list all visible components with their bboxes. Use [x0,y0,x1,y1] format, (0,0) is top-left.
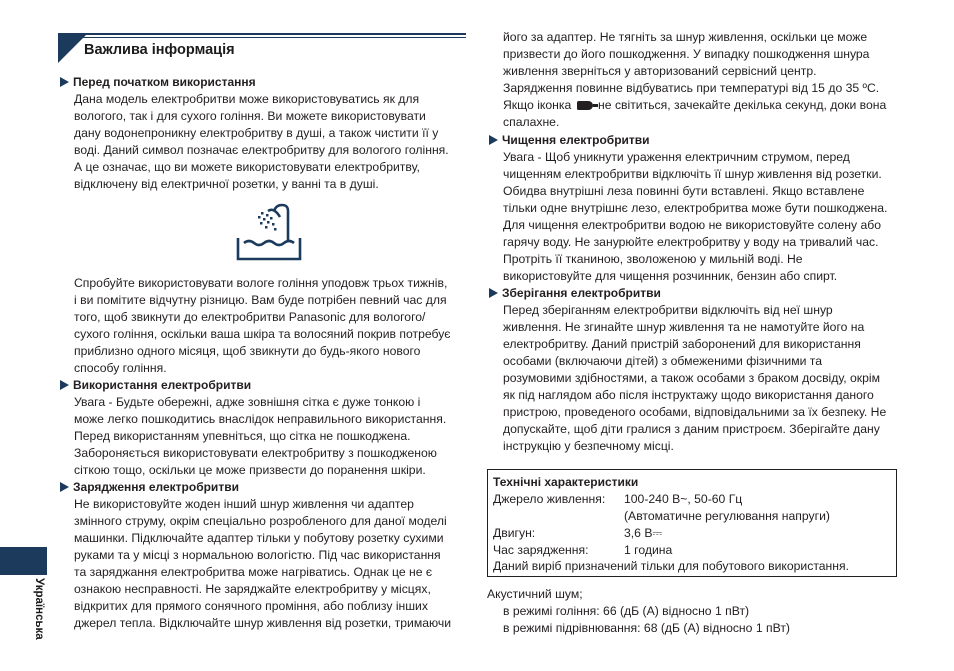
text-line: того, щоб звикнути до електробритви Panasonic для вологого/ [74,310,426,324]
spec-motor-label: Двигун: [493,526,536,540]
section-cleaning [503,132,887,285]
text-line: ознакою несправності. Не заряджайте електробритву у місцях, [74,582,431,596]
text-line: А це означає, що ви можете використовувати електробритву, [74,160,420,174]
text-line: Увага - Щоб уникнути ураження електричним струмом, перед [503,150,850,164]
text-line: Перед використанням упевніться, що сітка не пошкоджена. [74,429,411,443]
text-line: тільки одне внутрішнє лезо, електробритва може бути пошкоджена. [503,201,888,215]
text-line: відключену від електричної розетки, у ванні та в душі. [74,177,379,191]
specs-title: Технічні характеристики [493,475,639,489]
text-line: живлення зверніться у авторизований сервісний центр. [503,64,817,78]
text-line: та заряджання електробритва може нагріватись. Однак це не є [74,565,433,579]
text-line: Спробуйте використовувати вологе гоління уподовж трьох тижнів, [74,276,448,290]
noise-label: Акустичний шум; [487,587,583,601]
section-heading: Зберігання електробритви [489,285,886,302]
section-storage [503,285,886,455]
text-line: електробритву. Даний пристрій заборонений для використання [503,337,861,351]
text-line: використовуйте для чищення розчинник, бензин або спирт. [503,269,838,283]
text-line: відкритих для прямого сонячного проміння, або поблизу інших [74,599,428,613]
noise-trim: в режимі підрівнювання: 68 (дБ (А) відносно 1 пВт) [503,621,790,635]
text-line: Зарядження повинне відбуватись при температурі від 15 до 35 ºC. [503,81,880,95]
language-tab [0,547,47,575]
text-line: його за адаптер. Не тягніть за шнур живлення, оскільки це може [503,30,868,44]
text-line: призвести до його пошкодження. У випадку пошкодження шнура [503,47,870,61]
spec-motor-value: 3,6 В⎓ [624,526,663,540]
text-line: спалахне. [503,115,560,129]
section-before-use [74,74,449,193]
text-line: способу гоління. [74,361,167,375]
text-line: допускайте, щоб діти гралися з даним пристроєм. Зберігайте дану [503,422,880,436]
text-line: воді. Даний символ позначає електробритву для вологого гоління. [74,143,449,157]
text-line: як під наглядом або після інструктажу щодо використання даного [503,388,874,402]
text-line: Протріть її тканиною, зволоженою у мильній воді. Не [503,252,803,266]
section-heading: Перед початком використання [60,74,449,91]
text-line: особами (включаючи дітей) з обмеженими фізичними та [503,354,823,368]
text-line: Обидва внутрішні леза повинні бути вставлені. Якщо вставлене [503,184,865,198]
text-line: Перед зберіганням електробритви відключіть від неї шнур [503,303,833,317]
header-rule-thin [58,37,466,38]
spec-household-note: Даний виріб призначений тільки для побутового використання. [493,559,850,573]
text-line: і ви помітите відчутну різницю. Вам буде потрібен певний час для [74,293,447,307]
text-line: змінного струму, окрім спеціально розробленого для даної моделі [74,514,447,528]
shower-bath-icon [236,203,302,261]
language-label: Українська [33,578,45,640]
triangle-bullet-icon [60,482,69,492]
spec-power-note: (Автоматичне регулювання напруги) [624,509,830,523]
triangle-bullet-icon [60,77,69,87]
section-charging [74,479,451,632]
text-line: приблизно одного місяця, щоб звикнути до будь-якого нового [74,344,421,358]
text-line: Не використовуйте жоден інший шнур живлення чи адаптер [74,497,414,511]
section-heading: Використання електробритви [60,377,446,394]
text-line: Дана модель електробритви може використовуватись як для [74,92,420,106]
section-charging-continued [503,29,886,131]
text-line: пристрою, проведеного особами, відповідальними за їх безпеку. Не [503,405,887,419]
text-line: сіткою тощо, оскільки це може призвести до поранення шкіри. [74,463,426,477]
triangle-bullet-icon [489,135,498,145]
spec-charge-label: Час зарядження: [493,543,589,557]
section-heading: Зарядження електробритви [60,479,451,496]
text-line: машинки. Підключайте адаптер тільки у побутову розетку сухими [74,531,444,545]
page-title: Важлива інформація [84,42,235,58]
text-line: розумовими здібностями, а також особами з браком досвіду, окрім [503,371,880,385]
text-line: гарячу воду. Не занурюйте електробритву у воду на тривалий час. [503,235,879,249]
text-line: інструкцію у безпечному місці. [503,439,674,453]
text-line: чищенням електробритви відключіть її шнур живлення від розетки. [503,167,882,181]
text-line: вологого, так і для сухого гоління. Ви можете використовувати [74,109,426,123]
spec-power-label: Джерело живлення: [493,492,606,506]
text-line: живлення. Не згинайте шнур живлення та не намотуйте його на [503,320,865,334]
text-line: джерел тепла. Відключайте шнур живлення від розетки, тримаючи [74,616,452,630]
text-line: Забороняється використовувати електробритву з пошкодженою [74,446,437,460]
section-wet-shaving-tip [74,275,451,377]
spec-charge-value: 1 година [624,543,673,557]
triangle-bullet-icon [489,288,498,298]
charging-plug-icon [577,101,593,110]
text-line: Для чищення електробритви водою не використовуйте солену або [503,218,881,232]
text-line: може легко пошкодитись внаслідок неправильного використання. [74,412,447,426]
section-using-shaver [74,377,446,479]
spec-power-value: 100-240 В~, 50-60 Гц [624,492,743,506]
text-line: дану водонепроникну електробритву в душі, а також чистити її у [74,126,439,140]
triangle-bullet-icon [60,380,69,390]
text-line: руками та у місці з нормальною вологістю. Під час використання [74,548,441,562]
text-line: сухого гоління, оскільки ваша шкіра та волосяний покрив потребує [74,327,451,341]
section-heading: Чищення електробритви [489,132,887,149]
text-line-with-icon: Якщо іконка не світиться, зачекайте декілька секунд, доки вона [503,98,887,112]
text-line: Увага - Будьте обережні, адже зовнішня сітка є дуже тонкою і [74,395,421,409]
header-rule [58,33,466,35]
noise-shave: в режимі гоління: 66 (дБ (А) відносно 1 пВт) [503,604,750,618]
